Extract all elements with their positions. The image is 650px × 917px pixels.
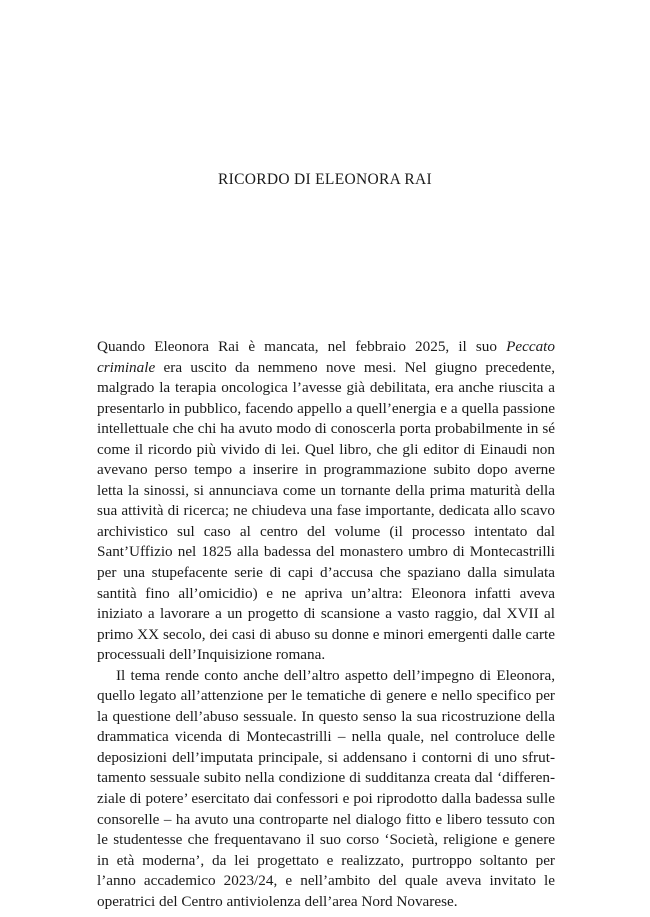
- paragraph-1-text-start: Quando Eleonora Rai è mancata, nel febbraio 2025, il suo: [97, 338, 507, 355]
- body-text: [97, 337, 555, 912]
- paragraph-2: Il tema rende conto anche dell’altro aspetto dell’impegno di Eleonora, quello legato all’attenzione per le tematiche di genere e nello specifico per la questione dell’abuso sessuale. In questo senso la sua ricostruzione della drammatica vicenda di Montecastrilli – nella quale, nel controluce delle deposizioni dell’imputata principale, si addensano i contorni di uno sfruttamento sessuale subito nella condizione di sudditanza creata dal ‘differenziale di potere’ esercitato dai confessori e poi riprodotto dalla badessa sulle consorelle – ha avuto una controparte nel dialogo fitto e libero tessuto con le studentesse che frequentavano il suo corso ‘Società, religione e genere in età moderna’, da lei progettato e realizzato, purtroppo soltanto per l’anno accademico 2023/24, e nell’ambito del quale aveva invitato le operatrici del Centro antiviolenza dell’area Nord Novarese.: [97, 666, 555, 910]
- paragraph-1: [97, 337, 555, 666]
- chapter-title: RICORDO DI ELEONORA RAI: [218, 171, 432, 188]
- paragraph-1-text-end: era uscito da nemmeno nove mesi. Nel giugno precedente, malgrado la terapia oncologica l’avesse già debilitata, era anche riuscita a presentarlo in pubblico, facendo appello a quell’energia e a quella passione intellettuale che chi ha avuto modo di conoscerla porta probabilmente in sé come il ricordo più vivido di lei. Quel libro, che gli editor di Einaudi non avevano perso tempo a inserire in programmazione subito dopo averne letta la sinossi, si annunciava come un tornante della prima maturità della sua attività di ricerca; ne chiudeva una fase importante, dedicata allo scavo archivistico sul caso al centro del volume (il processo intentato dal Sant’Uffizio nel 1825 alla badessa del monastero umbro di Montecastrilli per una stupefacente serie di capi d’accusa che spaziano dalla simulata santità fino all’omicidio) e ne apriva un’altra: Eleonora infatti aveva iniziato a lavorare a un progetto di scansione a vasto raggio, dal XVII al primo XX secolo, dei casi di abuso su donne e minori emergenti dalle carte processuali dell’Inquisizione romana.: [97, 358, 555, 664]
- book-title-italic: Peccato criminale: [97, 338, 555, 376]
